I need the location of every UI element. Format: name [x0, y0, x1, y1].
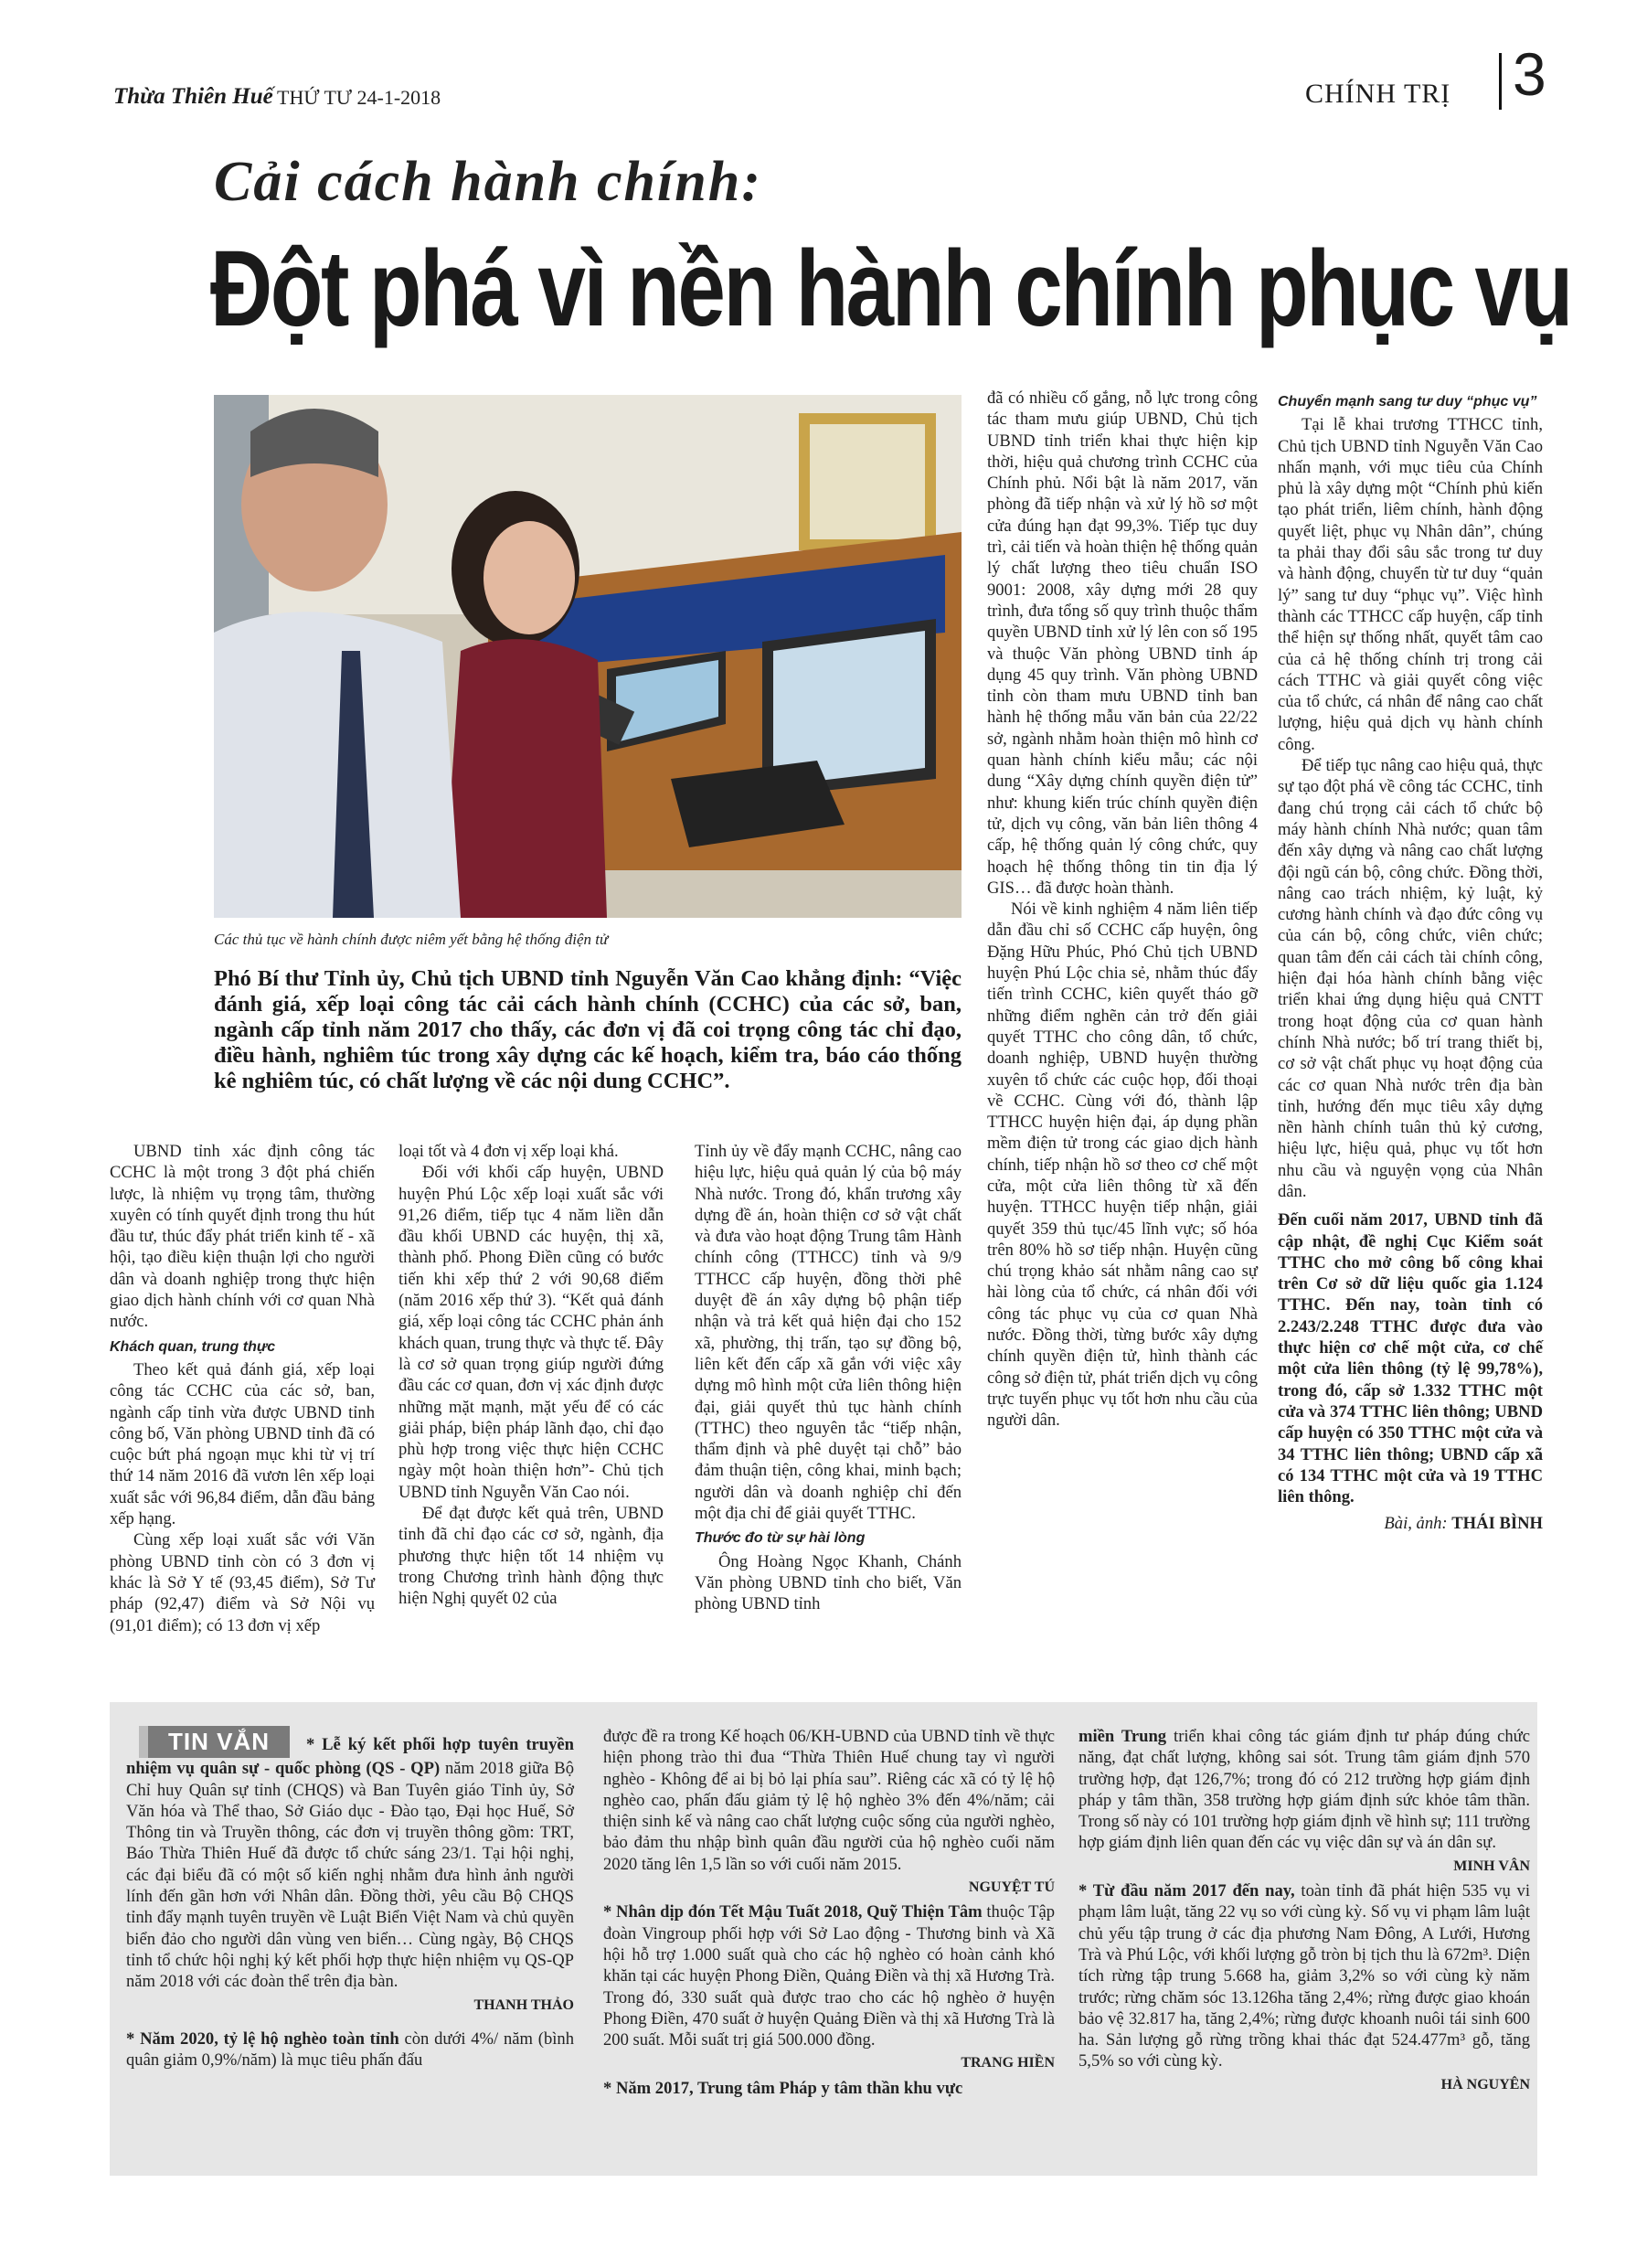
paragraph: đã có nhiều cố gắng, nỗ lực trong công tác tham mưu giúp UBND, Chủ tịch UBND tỉnh triển khai thực hiện kịp thời, hiệu quả chương trình CCHC của Chính phủ. Nổi bật là năm 2017, văn phòng đã tiếp nhận và xử lý hồ sơ một cửa đúng hạn đạt 99,3%. Tiếp tục duy trì, cải tiến và hoàn thiện hệ thống quản lý chất lượng theo tiêu chuẩn ISO 9001: 2008, xây dựng mới 28 quy trình, đưa tổng số quy trình thuộc thẩm quyền UBND tỉnh xử lý lên con số 195 và thuộc Văn phòng UBND tỉnh áp dụng 45 quy trình. Văn phòng UBND tỉnh còn tham mưu UBND tỉnh ban hành hệ thống mẫu văn bản của 22/22 sở, ngành nhằm hoàn thiện mô hình cơ quan hành chính kiểu mẫu; các nội dung “Xây dựng chính quyền điện tử” như: khung kiến trúc chính quyền điện tử, dịch vụ công, văn bản liên thông 4 cấp, hệ thống quản lý công chức, quy hoạch hệ thống thông tin tin địa lý GIS… đã được hoàn thành.: [987, 389, 1258, 898]
news-item-heading: * Từ đầu năm 2017 đến nay,: [1079, 1881, 1295, 1901]
section-name: CHÍNH TRỊ: [1305, 79, 1451, 109]
tin-van-column-2: [603, 1726, 1055, 2099]
paragraph: Tại lễ khai trương TTHCC tỉnh, Chủ tịch UBND tỉnh Nguyễn Văn Cao nhấn mạnh, với mục tiêu của Chính phủ là xây dựng một “Chính phủ kiến tạo phát triển, liêm chính, hành động quyết liệt, phục vụ Nhân dân”, chúng ta phải thay đổi sâu sắc trong tư duy và hành động, chuyển từ tư duy “quản lý” sang tư duy “phục vụ”. Việc hình thành các TTHCC cấp huyện, cấp tỉnh thể hiện sự thống nhất, quyết tâm cao của cả hệ thống chính trị trong cải cách TTHC và giải quyết công việc của tổ chức, cá nhân để nâng cao chất lượng, hiệu quả dịch vụ hành chính công.: [1278, 415, 1543, 754]
news-item-heading: miền Trung: [1079, 1727, 1167, 1746]
article-lead: Phó Bí thư Tỉnh ủy, Chủ tịch UBND tỉnh Nguyễn Văn Cao khẳng định: “Việc đánh giá, xếp loại công tác cải cách hành chính (CCHC) của các sở, ban, ngành cấp tỉnh năm 2017 cho thấy, các đơn vị đã coi trọng công tác chỉ đạo, điều hành, nghiêm túc trong xây dựng các kế hoạch, kiểm tra, báo cáo thống kê nghiêm túc, có chất lượng về các nội dung CCHC”.: [214, 966, 962, 1093]
news-item-author: NGUYỆT TÚ: [968, 1879, 1055, 1896]
news-item-body: thuộc Tập đoàn Vingroup phối hợp với Sở Lao động - Thương binh và Xã hội hỗ trợ 1.000 suất quà cho các hộ nghèo có hoàn cảnh khó khăn tại các huyện Phong Điền, Quảng Điền và thị xã Hương Trà. Trong đó, 330 suất quà được trao cho các hộ nghèo ở huyện Phong Điền, 470 suất ở huyện Quảng Điền và thị xã Hương Trà là 200 suất. Mỗi suất trị giá 500.000 đồng.: [603, 1902, 1055, 2050]
publication-name: Thừa Thiên Huế: [113, 84, 273, 109]
article-byline: [1278, 1513, 1543, 1534]
highlight-box: Đến cuối năm 2017, UBND tỉnh đã cập nhật, đề nghị Cục Kiểm soát TTHC cho mở công bố công khai trên Cơ sở dữ liệu quốc gia 1.124 TTHC. Đến nay, toàn tỉnh có 2.243/2.248 TTHC được đưa vào thực hiện cơ chế một cửa, cơ chế một cửa liên thông (tỷ lệ 99,78%), trong đó, cấp sở 1.332 TTHC một cửa và 374 TTHC liên thông; UBND cấp huyện có 350 TTHC một cửa và 34 TTHC liên thông; UBND cấp xã có 134 TTHC một cửa và 19 TTHC liên thông.: [1278, 1210, 1543, 1507]
paragraph: UBND tỉnh xác định công tác CCHC là một trong 3 đột phá chiến lược, là nhiệm vụ trọng tâm, thường xuyên có tính quyết định trong thu hút đầu tư, thúc đẩy phát triển kinh tế - xã hội, tạo điều kiện thuận lợi cho người dân và doanh nghiệp trong thực hiện giao dịch hành chính với cơ quan Nhà nước.: [110, 1142, 375, 1332]
article-column-2: [398, 1141, 664, 1610]
byline-prefix: Bài, ảnh:: [1384, 1514, 1448, 1534]
article-headline: Đột phá vì nền hành chính phục vụ: [210, 229, 1571, 349]
header-divider: [1499, 53, 1502, 110]
paragraph: Để đạt được kết quả trên, UBND tỉnh đã chỉ đạo các cơ sở, ngành, địa phương thực hiện tốt 14 nhiệm vụ trong Chương trình hành động thực hiện Nghị quyết 02 của: [398, 1504, 664, 1609]
news-item-body: toàn tỉnh đã phát hiện 535 vụ vi phạm lâm luật, tăng 22 vụ so với cùng kỳ. Số vụ vi phạm lâm luật chủ yếu tập trung ở các địa phương Nam Đông, A Lưới, Hương Trà và Phú Lộc, với khối lượng gỗ tròn bị tịch thu là 672m³. Diện tích rừng tập trung 5.668 ha, giảm 3,2% so với cùng kỳ năm trước; rừng chăm sóc 13.126ha tăng 2,4%; rừng được giao khoán bảo vệ 32.817 ha, tăng 2,4%; rừng được khoanh nuôi tái sinh 600 ha. Sản lượng gỗ rừng trồng khai thác đạt 524.477m³ gỗ, tăng 5,5% so với cùng kỳ.: [1079, 1881, 1530, 2071]
news-item-body: triển khai công tác giám định tư pháp đúng chức năng, đạt chất lượng, không sai sót. Trung tâm giám định 570 trường hợp, đạt 126,7%; trong đó có 212 trường hợp giám định pháp y tâm thần, 358 trường hợp giám định sức khỏe tâm thần. Trong số này có 101 trường hợp giám định về hình sự; 111 trường hợp giám định liên quan đến các vụ việc dân sự và án dân sự.: [1079, 1727, 1530, 1853]
paragraph: Theo kết quả đánh giá, xếp loại công tác CCHC của các sở, ban, ngành cấp tỉnh vừa được UBND tỉnh công bố, Văn phòng UBND tỉnh đã có cuộc bứt phá ngoạn mục khi từ vị trí thứ 14 năm 2016 đã vươn lên xếp loại xuất sắc với 96,84 điểm, dẫn đầu bảng xếp hạng.: [110, 1359, 375, 1529]
article-kicker: Cải cách hành chính:: [214, 151, 762, 213]
news-item-heading: * Năm 2020, tỷ lệ hộ nghèo toàn tỉnh: [126, 2028, 399, 2049]
subheading: Chuyển mạnh sang tư duy “phục vụ”: [1278, 394, 1537, 410]
tin-van-column-3: [1079, 1726, 1530, 2099]
subheading: Thước đo từ sự hài lòng: [695, 1530, 866, 1547]
paragraph: Đối với khối cấp huyện, UBND huyện Phú Lộc xếp loại xuất sắc với 91,26 điểm, tiếp tục 4 năm liền dẫn đầu khối UBND các huyện, thị xã, thành phố. Phong Điền cũng có bước tiến khi xếp thứ 2 với 90,68 điểm (năm 2016 xếp thứ 3). “Kết quả đánh giá, xếp loại công tác CCHC phản ánh khách quan, trung thực và thực tế. Đây là cơ sở quan trọng giúp người đứng đầu các cơ quan, đơn vị xác định được những mặt mạnh, mặt yếu để có các giải pháp, biện pháp lãnh đạo, chỉ đạo phù hợp trong việc thực hiện CCHC ngày một hoàn thiện hơn”- Chủ tịch UBND tỉnh Nguyễn Văn Cao nói.: [398, 1163, 664, 1502]
page-number: 3: [1513, 40, 1546, 108]
news-item-author: TRANG HIỀN: [961, 2055, 1055, 2071]
article-column-1: [110, 1141, 375, 1636]
article-column-5: [1278, 388, 1543, 1535]
news-item-body: năm 2018 giữa Bộ Chỉ huy Quân sự tỉnh (CHQS) và Ban Tuyên giáo Tỉnh ủy, Sở Văn hóa và Thể thao, Sở Giáo dục - Đào tạo, Đại học Huế, Sở Thông tin và Truyền thông, các đơn vị truyền thông gồm: TRT, Báo Thừa Thiên Huế đã được tổ chức sáng 23/1. Tại hội nghị, các đại biểu đã có một số kiến nghị nhằm đưa hình ảnh người lính đến gần hơn với Nhân dân. Đồng thời, yêu cầu Bộ CHQS tỉnh đẩy mạnh tuyên truyền về Luật Biển Việt Nam và chủ quyền biển đảo cho người dân vùng ven biển… Cùng ngày, Bộ CHQS tỉnh tổ chức hội nghị ký kết phối hợp thực hiện nhiệm vụ QS-QP năm 2018 với các đoàn thể trên địa bàn.: [126, 1759, 574, 1992]
photo-caption: Các thủ tục về hành chính được niêm yết bằng hệ thống điện tử: [214, 931, 609, 948]
subheading: Khách quan, trung thực: [110, 1338, 276, 1355]
paragraph: Tỉnh ủy về đẩy mạnh CCHC, nâng cao hiệu lực, hiệu quả quản lý của bộ máy Nhà nước. Trong đó, khẩn trương xây dựng đề án, hoàn thiện cơ sở vật chất và đưa vào hoạt động Trung tâm Hành chính công (TTHCC) tỉnh và 9/9 TTHCC cấp huyện, đồng thời phê duyệt đề án xây dựng bộ phận tiếp nhận và trả kết quả hiện đại cho 152 xã, phường, thị trấn, tạo sự đồng bộ, liên kết đến cấp xã gắn với việc xây dựng mô hình một cửa liên thông hiện đại, giải quyết thủ tục hành chính (TTHC) theo nguyên tắc “tiếp nhận, thẩm định và phê duyệt tại chỗ” bảo đảm thuận tiện, công khai, minh bạch; người dân và doanh nghiệp chỉ đến một địa chỉ để giải quyết TTHC.: [695, 1142, 962, 1524]
paragraph: Nói về kinh nghiệm 4 năm liên tiếp dẫn đầu chỉ số CCHC cấp huyện, ông Đặng Hữu Phúc, Phó Chủ tịch UBND huyện Phú Lộc chia sẻ, nhằm thúc đẩy tiến trình CCHC, kiên quyết tháo gỡ những điểm nghẽn cản trở đến giải quyết TTHC cho công dân, tổ chức, doanh nghiệp, UBND huyện thường xuyên tổ chức các cuộc họp, đối thoại về CCHC. Cùng với đó, thành lập TTHCC huyện hiện đại, áp dụng phần mềm điện tử trong các giao dịch hành chính, tiếp nhận hồ sơ theo cơ chế một cửa, một cửa liên thông từ xã đến huyện. TTHCC huyện tiếp nhận, giải quyết 359 thủ tục/45 lĩnh vực; số hóa trên 80% hồ sơ tiếp nhận. Huyện cũng chú trọng khảo sát nhằm nâng cao sự hài lòng của tổ chức, cá nhân đối với công tác phục vụ của cơ quan Nhà nước. Đồng thời, từng bước xây dựng chính quyền điện tử, hình thành các công sở điện tử, phát triển dịch vụ công trực tuyến phục vụ tốt hơn nhu cầu của người dân.: [987, 900, 1258, 1431]
article-column-3: [695, 1141, 962, 1615]
news-item-body: còn dưới 4%/ năm (bình quân giảm 0,9%/năm) là mục tiêu phấn đấu: [126, 2028, 574, 2071]
news-item-heading: * Lễ ký kết phối hợp tuyên truyền nhiệm vụ quân sự - quốc phòng (QS - QP): [126, 1735, 575, 1779]
article-photo: [214, 395, 962, 918]
paragraph: Để tiếp tục nâng cao hiệu quả, thực sự tạo đột phá về công tác CCHC, tỉnh đang chú trọng cải cách tổ chức bộ máy hành chính Nhà nước; quan tâm đến xây dựng và nâng cao chất lượng đội ngũ cán bộ, công chức. Đồng thời, nâng cao trách nhiệm, kỷ luật, kỷ cương hành chính và đạo đức công vụ của cán bộ, công chức, viên chức; quan tâm đến cải cách tài chính công, hiện đại hóa hành chính bằng việc triển khai ứng dụng hiệu quả CNTT trong hoạt động của cơ quan hành chính Nhà nước; bố trí trang thiết bị, cơ sở vật chất phục vụ hoạt động của các cơ quan Nhà nước trên địa bàn tỉnh, hướng đến mục tiêu xây dựng nền hành chính tuân thủ kỷ cương, hiệu lực, hiệu quả, phục vụ tốt hơn nhu cầu và nguyện vọng của Nhân dân.: [1278, 756, 1543, 1201]
news-item-heading: * Năm 2017, Trung tâm Pháp y tâm thần khu vực: [603, 2078, 963, 2098]
news-item-author: MINH VÂN: [1453, 1858, 1530, 1874]
news-item-body: được đề ra trong Kế hoạch 06/KH-UBND của UBND tỉnh về thực hiện phong trào thi đua “Thừa Thiên Huế chung tay vì người nghèo - Không để ai bị bỏ lại phía sau”. Riêng các xã có tỷ lệ hộ nghèo cao, phấn đấu giảm tỷ lệ hộ nghèo 3% đến 4%/năm; cải thiện sinh kế và nâng cao chất lượng cuộc sống của người nghèo, bảo đảm thu nhập bình quân đầu người của hộ nghèo cuối năm 2020 tăng lên 1,5 lần so với cuối năm 2015.: [603, 1727, 1055, 1874]
article-column-4: [987, 388, 1258, 1432]
news-item-author: HÀ NGUYÊN: [1440, 2076, 1530, 2092]
paragraph: Ông Hoàng Ngọc Khanh, Chánh Văn phòng UBND tỉnh cho biết, Văn phòng UBND tỉnh: [695, 1551, 962, 1614]
news-item-heading: * Nhân dịp đón Tết Mậu Tuất 2018, Quỹ Thiện Tâm: [603, 1902, 983, 1922]
paragraph: loại tốt và 4 đơn vị xếp loại khá.: [398, 1142, 619, 1161]
paragraph: Cùng xếp loại xuất sắc với Văn phòng UBND tỉnh còn có 3 đơn vị khác là Sở Y tế (93,45 điểm), Sở Tư pháp (92,47) điểm và Sở Nội vụ (91,01 điểm); có 13 đơn vị xếp: [110, 1530, 375, 1635]
news-item-author: THANH THẢO: [473, 1996, 574, 2013]
tin-van-label: TIN VẮN: [148, 1726, 290, 1758]
byline-author: THÁI BÌNH: [1451, 1514, 1543, 1534]
issue-date: THỨ TƯ 24-1-2018: [277, 86, 441, 109]
tin-van-column-1: [126, 1726, 574, 2071]
photo-illustration: [214, 395, 962, 918]
